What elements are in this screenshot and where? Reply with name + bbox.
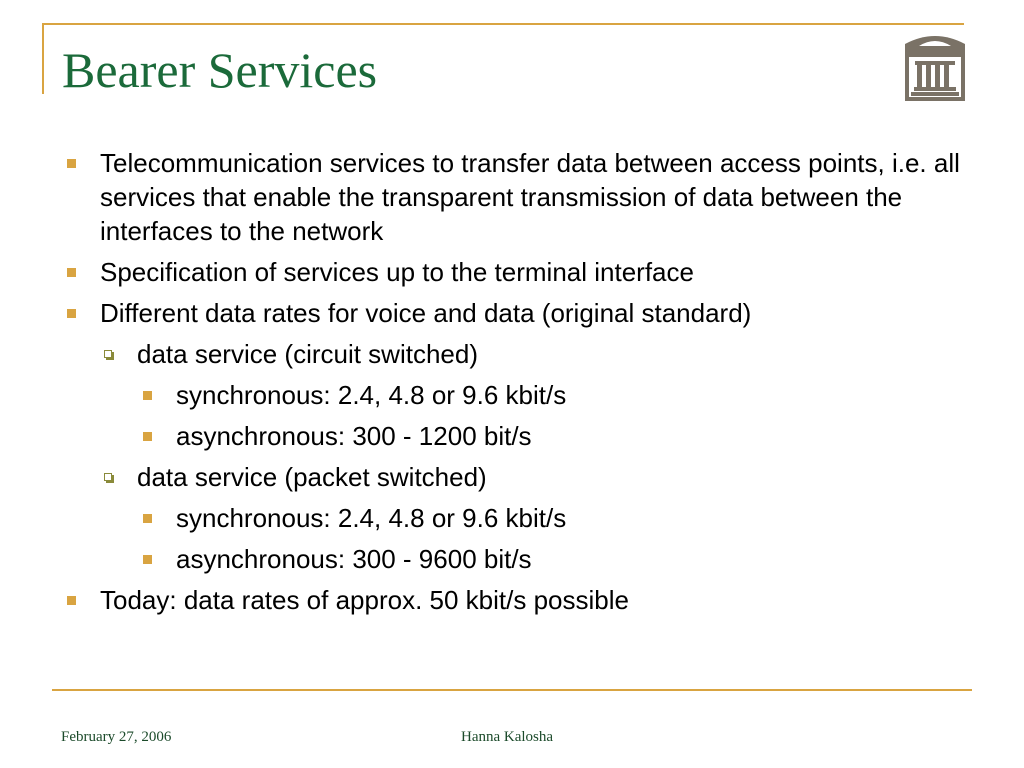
title-frame-left-line	[42, 23, 44, 94]
bullet-item-level-3	[60, 542, 980, 576]
bullet-item-level-1	[60, 255, 980, 289]
square-bullet-icon	[143, 514, 152, 523]
bullet-item-level-3	[60, 419, 980, 453]
bullet-item-level-2	[60, 337, 980, 371]
bullet-text: Today: data rates of approx. 50 kbit/s possible	[100, 585, 629, 615]
square-bullet-icon	[143, 432, 152, 441]
square-bullet-icon	[67, 309, 76, 318]
bullet-text: Telecommunication services to transfer data between access points, i.e. all services that enable the transparent transmission of data between the interfaces to the network	[100, 148, 960, 246]
bullet-item-level-1	[60, 296, 980, 330]
square-bullet-icon	[143, 555, 152, 564]
footer-date: February 27, 2006	[61, 729, 172, 745]
bullet-text: Different data rates for voice and data (original standard)	[100, 298, 752, 328]
bullet-text: asynchronous: 300 - 1200 bit/s	[176, 421, 532, 451]
bullet-item-level-3	[60, 378, 980, 412]
bullet-item-level-1	[60, 583, 980, 617]
bullet-text: Specification of services up to the terminal interface	[100, 257, 694, 287]
title-frame-top-line	[42, 23, 964, 25]
hollow-square-bullet-icon	[104, 350, 112, 358]
bullet-text: asynchronous: 300 - 9600 bit/s	[176, 544, 532, 574]
bullet-text: data service (packet switched)	[137, 462, 487, 492]
square-bullet-icon	[67, 159, 76, 168]
building-columns-icon	[902, 30, 968, 104]
bullet-text: synchronous: 2.4, 4.8 or 9.6 kbit/s	[176, 380, 567, 410]
slide-title: Bearer Services	[62, 42, 378, 98]
square-bullet-icon	[67, 596, 76, 605]
footer-author: Hanna Kalosha	[461, 729, 554, 745]
footer-divider	[52, 689, 972, 691]
hollow-square-bullet-icon	[104, 473, 112, 481]
bullet-text: synchronous: 2.4, 4.8 or 9.6 kbit/s	[176, 503, 567, 533]
bullet-text: data service (circuit switched)	[137, 339, 478, 369]
bullet-list	[60, 146, 980, 624]
square-bullet-icon	[67, 268, 76, 277]
bullet-item-level-2	[60, 460, 980, 494]
square-bullet-icon	[143, 391, 152, 400]
bullet-item-level-3	[60, 501, 980, 535]
bullet-item-level-1	[60, 146, 980, 248]
